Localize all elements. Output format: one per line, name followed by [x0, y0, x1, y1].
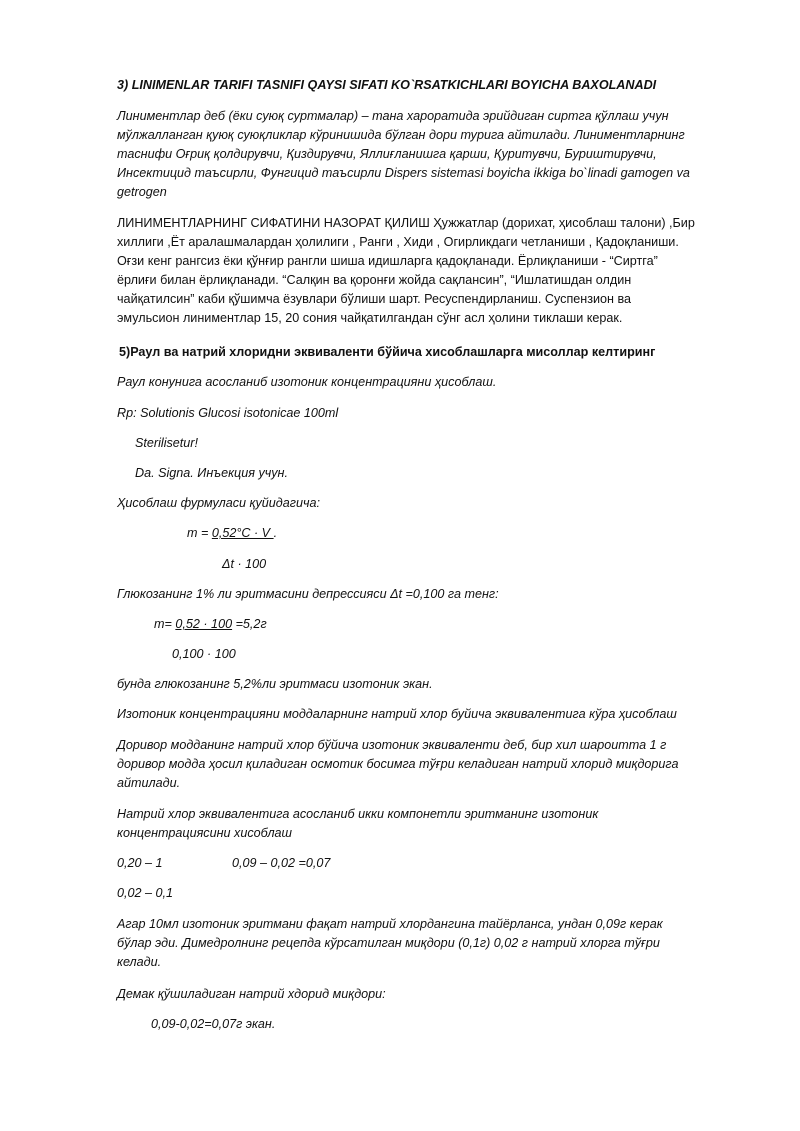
- paragraph-line: концентрациясини хисоблаш: [117, 826, 293, 840]
- glucose-depression-text: Глюкозанинг 1% ли эритмасини депрессияси Δt =0,100 га тенг:: [117, 587, 499, 601]
- paragraph-line: чайқатилсин” каби қўшимча ёзувлари бўлиши шарт. Ресуспендирланиш. Суспензион ва: [117, 292, 632, 306]
- formula-1-denominator: Δt · 100: [222, 557, 267, 571]
- formula-2-line: [154, 615, 267, 634]
- paragraph-line: доривор модда ҳосил қиладиган осмотик босимга тўғри келадиган натрий хлорид миқдорига: [117, 757, 679, 771]
- paragraph-line: Натрий хлор эквивалентига асосланиб икки компонетли эритманинг изотоник: [117, 807, 599, 821]
- calc-left-1: 0,20 – 1: [117, 856, 163, 870]
- conclusion-text: Демак қўшиладиган натрий хдорид миқдори:: [117, 987, 386, 1001]
- paragraph-line: ЛИНИМЕНТЛАРНИНГ СИФАТИНИ НАЗОРАТ ҚИЛИШ Ҳужжатлар (дорихат, ҳисоблаш талони) ,Бир: [117, 216, 695, 230]
- section-3-heading: 3) LINIMENLAR TARIFI TASNIFI QAYSI SIFATI KO`RSATKICHLARI BOYICHA BAXOLANADI: [117, 78, 657, 92]
- paragraph-line: Линиментлар деб (ёки суюқ суртмалар) – тана хароратида эрийдиган сиртга қўллаш учун: [117, 109, 669, 123]
- paragraph-line: мўлжалланган қуюқ суюқликлар кўринишида бўлган дори турига айтилади. Линиментларнинг: [117, 128, 685, 142]
- formula-1-numerator: 0,52°C · V: [211, 526, 274, 540]
- paragraph-line: Оғзи кенг рангсиз ёки қўнғир рангли шиша идишларга қадоқланади. Ёрлиқланиши - “Сиртга”: [117, 254, 658, 268]
- paragraph-line: Агар 10мл изотоник эритмани фақат натрий хлордангина тайёрланса, ундан 0,09г керак: [117, 917, 663, 931]
- paragraph-line: Инсектицид таъсирли, Фунгицид таъсирли Dispers sistemasi boyicha ikkiga bo`linadi gamogen va: [117, 166, 690, 180]
- formula-1-prefix: m =: [187, 526, 212, 540]
- calc-right-1: 0,09 – 0,02 =0,07: [232, 856, 331, 870]
- formula-1-suffix: .: [273, 526, 278, 540]
- two-component-paragraph: [117, 805, 745, 843]
- formula-intro: Ҳисоблаш фурмуласи қуйидагича:: [117, 496, 320, 510]
- formula-2-suffix: =5,2г: [232, 617, 267, 631]
- glucose-result: бунда глюкозанинг 5,2%ли эритмаси изотоник экан.: [117, 677, 433, 691]
- paragraph-line: хиллиги ,Ёт аралашмалардан ҳолилиги , Ранги , Хиди , Огирликдаги четланиши , Қадоқланиши.: [117, 235, 679, 249]
- calc-left-2: 0,02 – 0,1: [117, 886, 174, 900]
- paragraph-line: айтилади.: [117, 776, 181, 790]
- isotonic-heading: Изотоник концентрацияни моддаларнинг натрий хлор буйича эквивалентига кўра ҳисоблаш: [117, 707, 677, 721]
- final-result: 0,09-0,02=0,07г экан.: [151, 1017, 276, 1031]
- dimedrol-paragraph: [117, 915, 745, 972]
- paragraph-line: getrogen: [117, 185, 167, 199]
- paragraph-line: Доривор модданинг натрий хлор бўйича изотоник эквиваленти деб, бир хил шароитта 1 г: [117, 738, 667, 752]
- section-5-heading: 5)Раул ва натрий хлоридни эквиваленти бўйича хисоблашларга мисоллар келтиринг: [119, 345, 656, 359]
- paragraph-line: эмульсион линиментлар 15, 20 сония чайқатилгандан сўнг асл ҳолини тиклаши керак.: [117, 311, 623, 325]
- recipe-da-signa: Da. Signa. Инъекция учун.: [135, 466, 288, 480]
- quality-control-paragraph: [117, 214, 745, 328]
- raoul-intro: Раул конунига асосланиб изотоник концентрацияни ҳисоблаш.: [117, 375, 497, 389]
- formula-1-line: [187, 524, 277, 543]
- formula-2-prefix: m=: [154, 617, 176, 631]
- paragraph-line: таснифи Оғриқ қолдирувчи, Қиздирувчи, Яллиғланишга қарши, Қуритувчи, Буриштирувчи,: [117, 147, 657, 161]
- formula-2-numerator: 0,52 · 100: [175, 617, 233, 631]
- equivalent-definition-paragraph: [117, 736, 745, 793]
- recipe-rp: Rp: Solutionis Glucosi isotonicae 100ml: [117, 406, 339, 420]
- formula-2-denominator: 0,100 · 100: [172, 647, 236, 661]
- paragraph-line: бўлар эди. Димедролнинг рецепда кўрсатилган миқдори (0,1г) 0,02 г натрий хлорга тўғри: [117, 936, 660, 950]
- liniment-definition-paragraph: [117, 107, 745, 202]
- paragraph-line: ёрлиғи билан ёрлиқланади. “Салқин ва қоронғи жойда сақлансин”, “Ишлатишдан олдин: [117, 273, 632, 287]
- recipe-sterilisetur: Sterilisetur!: [135, 436, 198, 450]
- paragraph-line: келади.: [117, 955, 162, 969]
